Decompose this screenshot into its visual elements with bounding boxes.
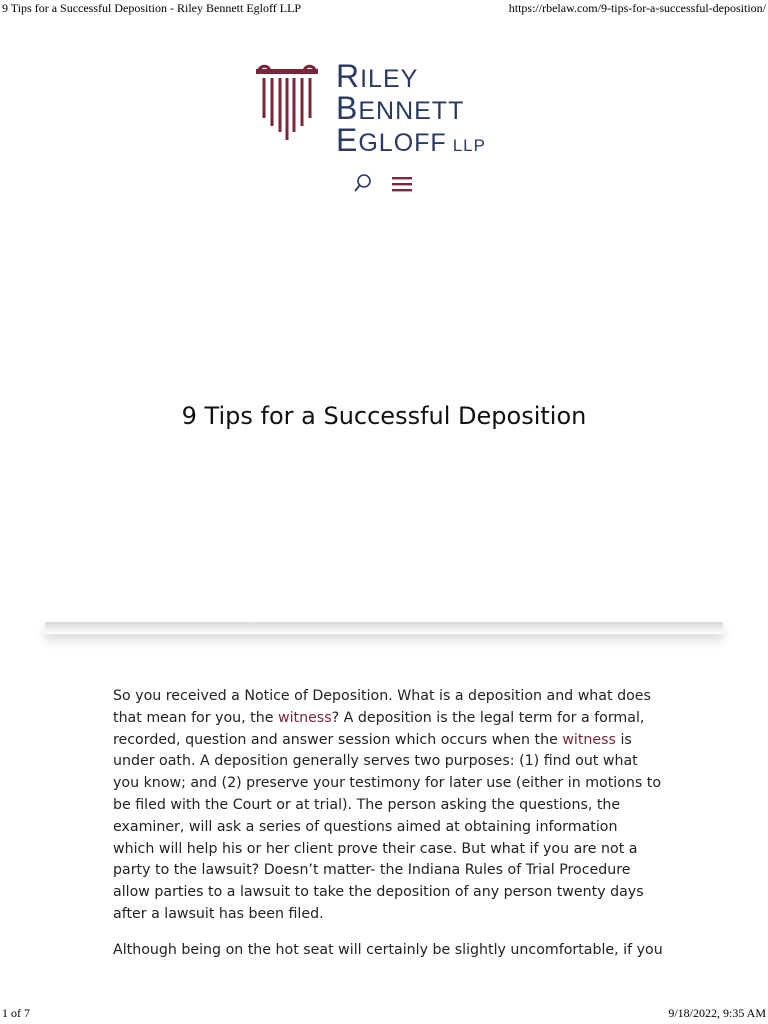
- logo-line-egloff: EGLOFF LLP: [336, 122, 486, 158]
- logo-line-riley: RILEY: [336, 58, 419, 94]
- firm-logo[interactable]: [244, 52, 534, 160]
- article-paragraph-2: Although being on the hot seat will certainly be slightly uncomfortable, if you: [113, 941, 663, 958]
- page-title: 9 Tips for a Successful Deposition: [181, 402, 587, 430]
- article-paragraph-1: So you received a Notice of Deposition. What is a deposition and what does that mean for you, the witness? A deposition is the legal term for a formal, recorded, question and answer session which occurs when the witness is under oath. A deposition generally serves two purposes: (1) find out what you know; and (2) preserve your testimony for later use (either in motions to be filed with the Court or at trial). The person asking the questions, the examiner, will ask a series of questions aimed at obtaining information which will help his or her client prove their case. But what if you are not a party to the lawsuit? Doesn’t matter- the Indiana Rules of Trial Procedure allow parties to a lawsuit to take the deposition of any person twenty days after a lawsuit has been filed.: [113, 688, 662, 922]
- hamburger-menu-icon[interactable]: [392, 176, 412, 192]
- print-page-count: 1 of 7: [2, 1006, 30, 1020]
- print-footer: [0, 1006, 768, 1024]
- print-page-title: 9 Tips for a Successful Deposition - Riley Bennett Egloff LLP: [2, 1, 302, 15]
- print-page-url: https://rbelaw.com/9-tips-for-a-successful-deposition/: [508, 1, 766, 15]
- witness-link[interactable]: witness: [277, 709, 332, 726]
- logo-line-bennett: BENNETT: [336, 90, 465, 126]
- hero-divider: [45, 622, 723, 634]
- header-nav-icons: [350, 170, 420, 198]
- pillar-logo-icon: [254, 60, 320, 142]
- firm-wordmark: [336, 60, 486, 156]
- article-content: [113, 686, 663, 976]
- print-datetime: 9/18/2022, 9:35 AM: [668, 1006, 766, 1020]
- witness-link[interactable]: witness: [562, 731, 616, 748]
- search-icon[interactable]: [352, 172, 374, 194]
- print-header: [0, 0, 768, 18]
